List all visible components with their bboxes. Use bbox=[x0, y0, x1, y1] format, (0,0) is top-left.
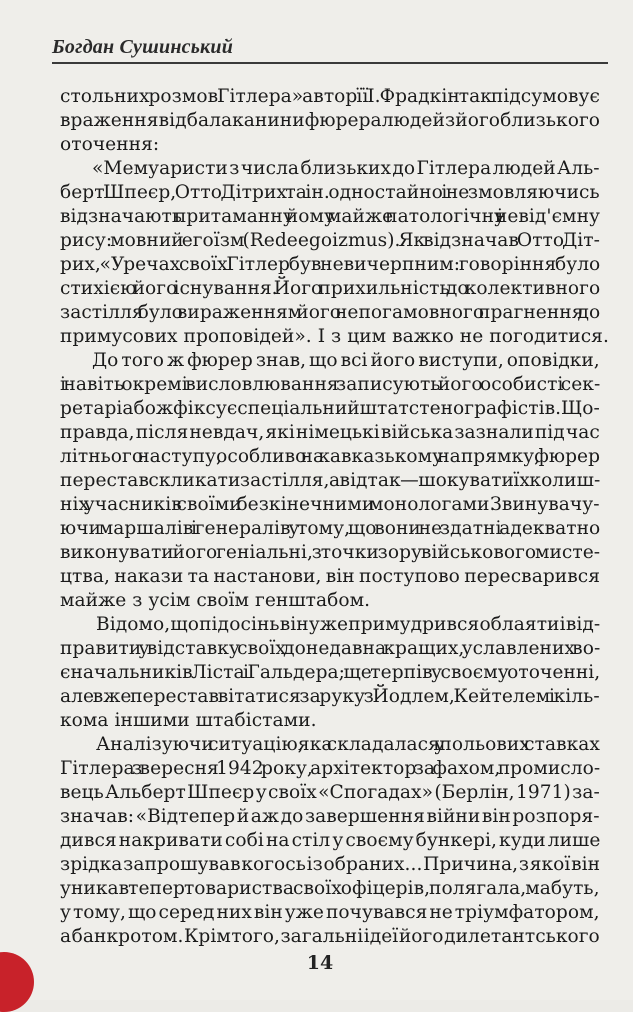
text-line: застілля було вираженням його непогамовного прагнення до bbox=[60, 302, 601, 323]
text-line: «Мемуаристи з числа близьких до Гітлера людей Аль- bbox=[92, 158, 600, 179]
text-line: Відомо, що під осінь він уже примудрився облаяти і від- bbox=[96, 614, 601, 635]
text-line: вець Альберт Шпеєр у своїх «Спогадах» (Берлін, 1971) за- bbox=[60, 782, 600, 803]
text-line: рису: мовний егоїзм (Redeegoizmus). Як відзначав Отто Діт- bbox=[60, 230, 600, 251]
text-line: Аналізуючи ситуацію, яка складалася у польових ставках bbox=[96, 734, 600, 755]
text-line: перестав скликати застілля, а відтак — шокувати їх колиш- bbox=[60, 470, 601, 491]
text-line: стихією його існування. Його прихильність до колективного bbox=[60, 278, 601, 299]
text-line: ючи маршалів і генералів у тому, що вони не здатні адекватно bbox=[60, 518, 601, 539]
text-line: враження від балаканини фюрера людей з його близького bbox=[60, 110, 600, 131]
text-line: значав: «Відтепер й аж до завершення війни він розпоря- bbox=[60, 806, 600, 827]
text-line: майже з усім своїм генштабом. bbox=[60, 590, 371, 611]
text-line: єначальників Ліста і Гальдера; ще терпів у своєму оточенні, bbox=[60, 662, 601, 683]
text-line: ретарі або ж фіксує спеціальний штат стенографістів. Що- bbox=[60, 398, 600, 419]
text-line: стольних розмов Гітлера» автор її І. Фрадкін так підсумовує bbox=[60, 86, 600, 107]
text-line: берт Шпеєр, Отто Дітрих та ін. одностайно і не змовляючись bbox=[60, 182, 600, 203]
text-line: уникав тепер товариства своїх офіцерів, полягала, мабуть, bbox=[60, 878, 600, 899]
text-line: але вже перестав вітатися за руку з Йодлем, Кейтелем і кіль- bbox=[60, 686, 600, 707]
text-line: оточення: bbox=[60, 134, 160, 155]
text-line: кома іншими штабістами. bbox=[60, 710, 317, 731]
text-line: Гітлера з вересня 1942 року, архітектор за фахом, промисло- bbox=[60, 758, 601, 779]
author-name: Богдан Сушинський bbox=[52, 36, 234, 58]
text-line: дився накривати собі на стіл у своєму бункері, куди лише bbox=[60, 830, 601, 851]
text-line: ніх учасників своїми безкінечними монологами. Звинувачу- bbox=[60, 494, 600, 515]
text-line: правда, після невдач, які німецькі війська зазнали під час bbox=[60, 422, 600, 443]
text-line: а банкротом. Крім того, загальні ідеї його дилетантського bbox=[60, 926, 600, 947]
page-number: 14 bbox=[306, 952, 334, 974]
text-line: відзначають притаманну йому майже патологічну і невід'ємну bbox=[60, 206, 601, 227]
text-line: До того ж фюрер знав, що всі його виступи, оповідки, bbox=[92, 350, 600, 371]
text-line: літнього наступу, особливо на кавказькому напрямку, фюрер bbox=[60, 446, 601, 467]
text-line: правити у відставку своїх донедавна кращих, уславлених во- bbox=[60, 638, 601, 659]
text-line: примусових проповідей». І з цим важко не погодитися. bbox=[60, 326, 609, 347]
text-line: і навіть окремі висловлювання записують його особисті сек- bbox=[60, 374, 601, 395]
text-line: зрідка запрошував когось із обраних... Причина, з якої він bbox=[60, 854, 601, 875]
text-line: рих, «У речах своїх Гітлер був невичерпним: говоріння було bbox=[60, 254, 601, 275]
text-line: у тому, що серед них він уже почувався не тріумфатором, bbox=[60, 902, 600, 923]
text-line: цтва, накази та настанови, він поступово пересварився bbox=[60, 566, 600, 587]
text-line: виконувати його геніальні, з точки зору військового мисте- bbox=[60, 542, 601, 563]
